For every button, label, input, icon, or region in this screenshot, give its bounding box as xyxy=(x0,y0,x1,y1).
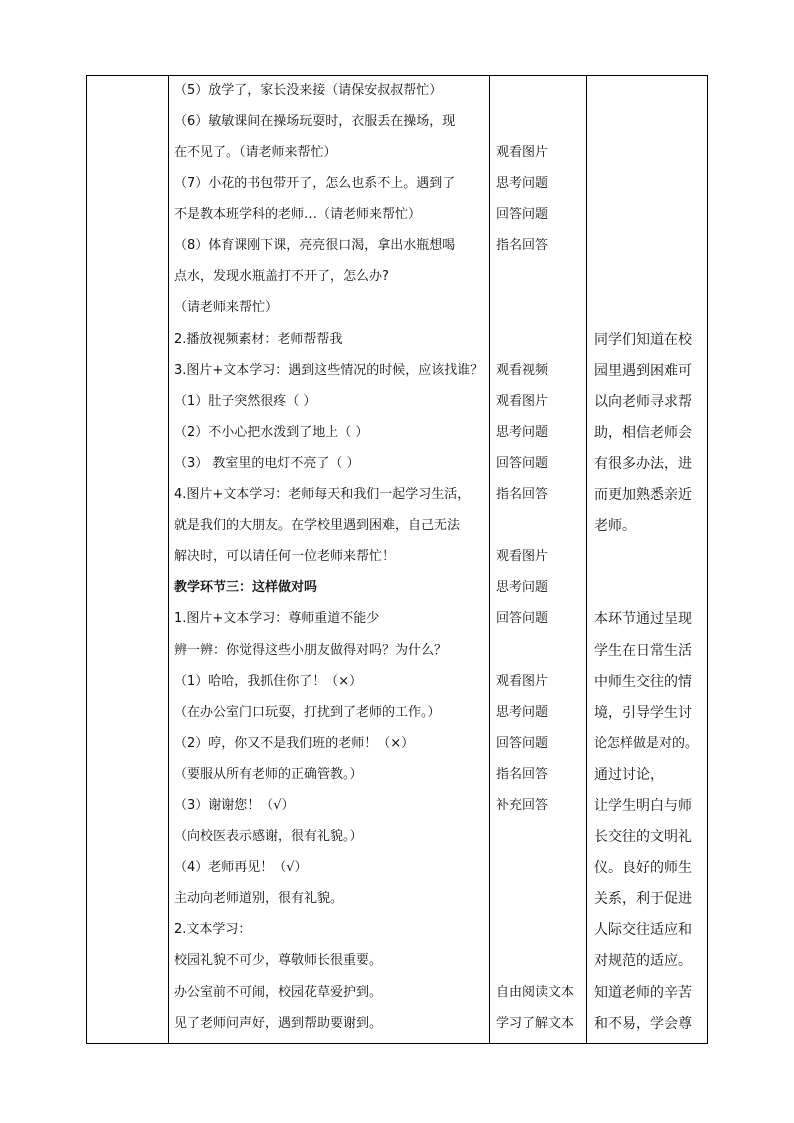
content-line: （5）放学了，家长没来接（请保安叔叔帮忙） xyxy=(174,83,443,98)
activity-line: 观看视频 xyxy=(496,363,549,378)
content-line: 4.图片+文本学习：老师每天和我们一起学习生活， xyxy=(174,487,471,502)
table-border-right xyxy=(707,75,708,1044)
section-heading: 教学环节三：这样做对吗 xyxy=(174,580,318,595)
purpose-line: 助，相信老师会 xyxy=(594,425,692,441)
purpose-line: 人际交往适应和 xyxy=(594,922,692,938)
activity-line: 观看图片 xyxy=(496,394,549,409)
purpose-line: 境，引导学生讨 xyxy=(594,705,692,721)
purpose-line: 让学生明白与师 xyxy=(594,798,692,814)
content-line: （在办公室门口玩耍，打扰到了老师的工作。） xyxy=(174,705,441,720)
content-line: （6）敏敏课间在操场玩耍时，衣服丢在操场，现 xyxy=(174,114,456,129)
content-line: （2）哼，你又不是我们班的老师！（×） xyxy=(174,736,415,751)
purpose-line: 和不易，学会尊 xyxy=(594,1016,692,1032)
activity-line: 学习了解文本 xyxy=(496,1016,575,1031)
activity-line: 观看图片 xyxy=(496,145,549,160)
purpose-line: 学生在日常生活 xyxy=(594,643,692,659)
table-border-left xyxy=(86,75,87,1044)
content-line: 点水，发现水瓶盖打不开了，怎么办? xyxy=(174,269,389,284)
purpose-line: 仪。良好的师生 xyxy=(594,860,692,876)
activity-line: 回答问题 xyxy=(496,611,549,626)
activity-line: 补充回答 xyxy=(496,798,549,813)
content-line: 辨一辨：你觉得这些小朋友做得对吗？为什么？ xyxy=(174,643,448,658)
table-bottom-border xyxy=(86,1043,708,1044)
activity-line: 指名回答 xyxy=(496,487,549,502)
purpose-line: 同学们知道在校 xyxy=(594,332,692,348)
table-divider-3 xyxy=(586,75,587,1044)
content-line: 解决时，可以请任何一位老师来帮忙！ xyxy=(174,549,396,564)
content-line: 3.图片+文本学习：遇到这些情况的时候，应该找谁？ xyxy=(174,363,484,378)
purpose-line: 中师生交往的情 xyxy=(594,674,692,690)
content-line: 办公室前不可闹，校园花草爱护到。 xyxy=(174,985,383,1000)
purpose-line: 关系，利于促进 xyxy=(594,891,692,907)
content-line: 主动向老师道别，很有礼貌。 xyxy=(174,891,344,906)
content-line: 2.文本学习： xyxy=(174,922,252,937)
purpose-line: 知道老师的辛苦 xyxy=(594,985,692,1001)
content-line: （8）体育课刚下课，亮亮很口渴，拿出水瓶想喝 xyxy=(174,238,456,253)
purpose-line: 有很多办法，进 xyxy=(594,456,692,472)
purpose-line: 长交往的文明礼 xyxy=(594,829,692,845)
table-top-border xyxy=(86,75,708,76)
content-line: （向校医表示感谢，很有礼貌。） xyxy=(174,829,363,844)
content-line: （1）哈哈，我抓住你了！（×） xyxy=(174,674,363,689)
purpose-line: 以向老师寻求帮 xyxy=(594,394,692,410)
activity-line: 回答问题 xyxy=(496,736,549,751)
activity-line: 回答问题 xyxy=(496,207,549,222)
activity-line: 思考问题 xyxy=(496,580,549,595)
activity-line: 观看图片 xyxy=(496,549,549,564)
content-line: （2）不小心把水泼到了地上（ ） xyxy=(174,425,369,440)
content-line: 见了老师问声好，遇到帮助要谢到。 xyxy=(174,1016,383,1031)
purpose-line: 对规范的适应。 xyxy=(594,953,692,969)
purpose-line: 通过讨论， xyxy=(594,767,664,783)
content-line: 就是我们的大朋友。在学校里遇到困难，自己无法 xyxy=(174,518,461,533)
content-line: 在不见了。（请老师来帮忙） xyxy=(174,145,337,160)
content-line: （要服从所有老师的正确管教。） xyxy=(174,767,363,782)
activity-line: 思考问题 xyxy=(496,705,549,720)
content-line: （7）小花的书包带开了，怎么也系不上。遇到了 xyxy=(174,176,456,191)
purpose-line: 论怎样做是对的。 xyxy=(594,736,699,751)
table-divider-1 xyxy=(168,75,169,1044)
content-line: 不是教本班学科的老师…（请老师来帮忙） xyxy=(174,207,422,222)
content-line: 校园礼貌不可少，尊敬师长很重要。 xyxy=(174,953,383,968)
content-line: 1.图片+文本学习：尊师重道不能少 xyxy=(174,611,380,626)
content-line: （3）谢谢您！（√） xyxy=(174,798,295,813)
activity-line: 回答问题 xyxy=(496,456,549,471)
activity-line: 思考问题 xyxy=(496,176,549,191)
content-line: （1）肚子突然很疼（ ） xyxy=(174,394,317,409)
content-line: （3） 教室里的电灯不亮了（ ） xyxy=(174,456,360,471)
content-line: （4）老师再见！（√） xyxy=(174,860,308,875)
activity-line: 自由阅读文本 xyxy=(496,985,575,1000)
content-line: （请老师来帮忙） xyxy=(174,300,279,315)
activity-line: 观看图片 xyxy=(496,674,549,689)
purpose-line: 园里遇到困难可 xyxy=(594,363,692,379)
purpose-line: 而更加熟悉亲近 xyxy=(594,487,692,503)
activity-line: 指名回答 xyxy=(496,238,549,253)
lesson-plan-table xyxy=(86,75,708,1044)
purpose-line: 老师。 xyxy=(594,518,636,534)
activity-line: 指名回答 xyxy=(496,767,549,782)
table-divider-2 xyxy=(489,75,490,1044)
activity-line: 思考问题 xyxy=(496,425,549,440)
purpose-line: 本环节通过呈现 xyxy=(594,611,692,627)
content-line: 2.播放视频素材：老师帮帮我 xyxy=(174,332,343,347)
